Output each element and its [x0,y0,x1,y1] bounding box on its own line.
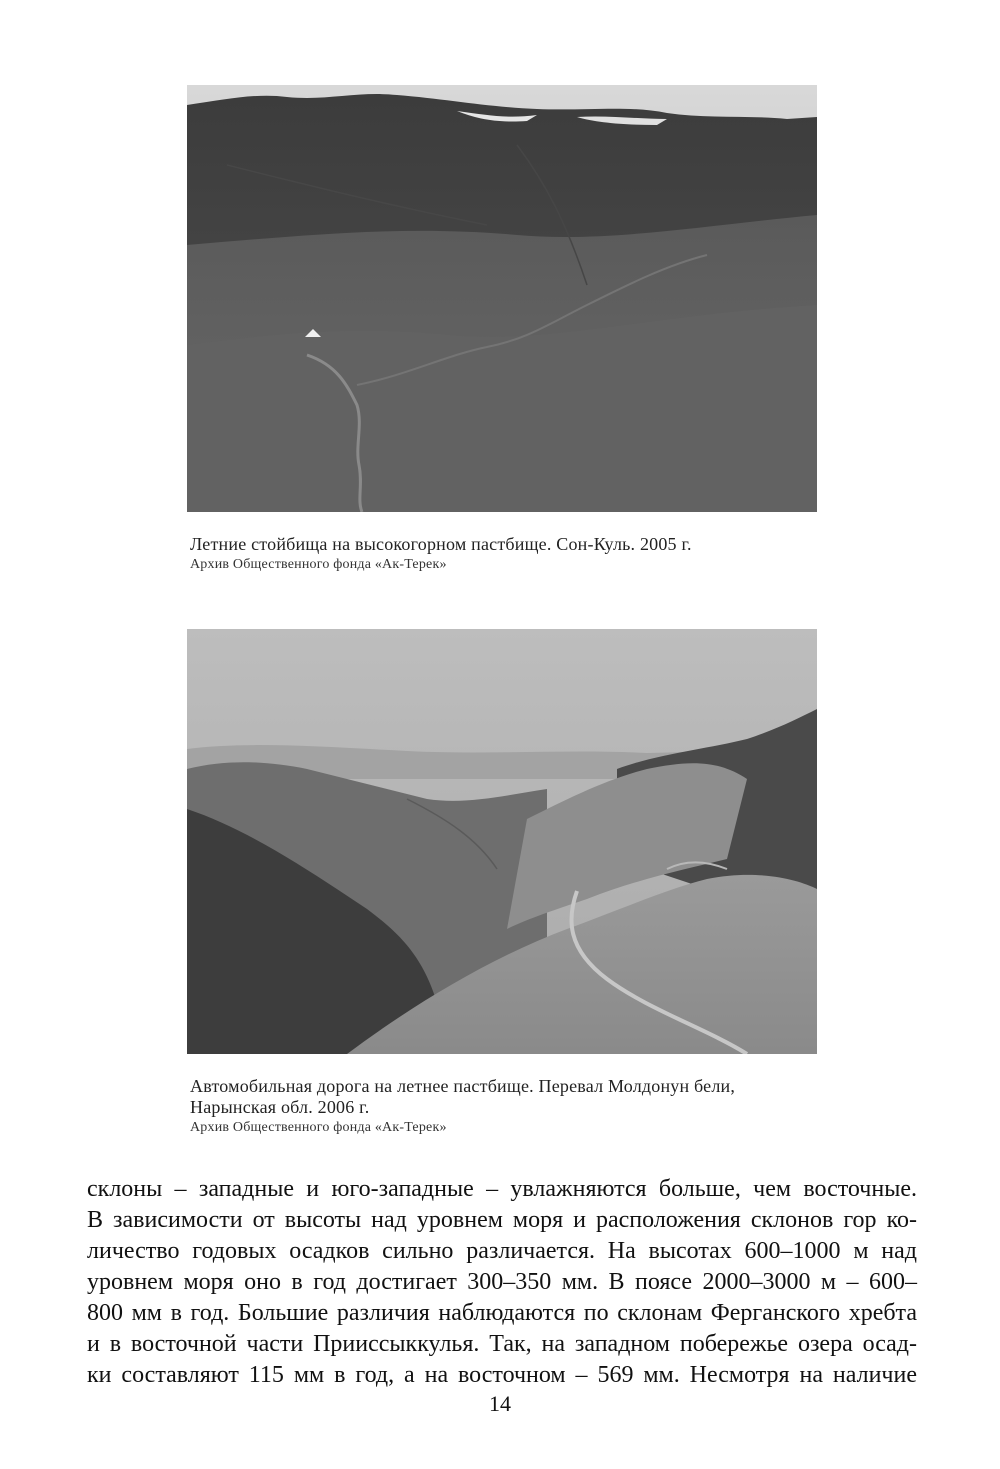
body-line: В зависимости от высоты над уровнем моря и расположения склонов гор ко- [87,1207,917,1233]
page-number: 14 [489,1391,511,1416]
figure-2-caption-line: Нарынская обл. 2006 г. [190,1097,370,1117]
figure-1-caption [190,534,830,575]
figure-2-caption-line: Автомобильная дорога на летнее пастбище. Перевал Молдонун бели, [190,1076,736,1096]
photo-mountain-road-image [187,629,817,1054]
figure-1-credit: Архив Общественного фонда «Ак-Терек» [190,557,447,572]
photo-mountain-road [187,629,817,1054]
figure-1-caption-line: Летние стойбища на высокогорном пастбище. Сон-Куль. 2005 г. [190,534,692,554]
body-paragraph [87,1174,917,1391]
figure-2-credit: Архив Общественного фонда «Ак-Терек» [190,1120,447,1135]
body-line: уровнем моря оно в год достигает 300–350 мм. В поясе 2000–3000 м – 600– [87,1269,917,1295]
body-line: ки составляют 115 мм в год, а на восточном – 569 мм. Несмотря на наличие [87,1362,917,1388]
photo-summer-pasture-image [187,85,817,512]
body-line: и в восточной части Прииссыккулья. Так, на западном побережье озера осад- [87,1331,917,1357]
body-line: склоны – западные и юго-западные – увлажняются больше, чем восточные. [87,1176,917,1202]
body-line: личество годовых осадков сильно различается. На высотах 600–1000 м над [87,1238,917,1264]
body-line: 800 мм в год. Большие различия наблюдаются по склонам Ферганского хребта [87,1300,917,1326]
figure-2-caption [190,1076,830,1138]
photo-summer-pasture [187,85,817,512]
